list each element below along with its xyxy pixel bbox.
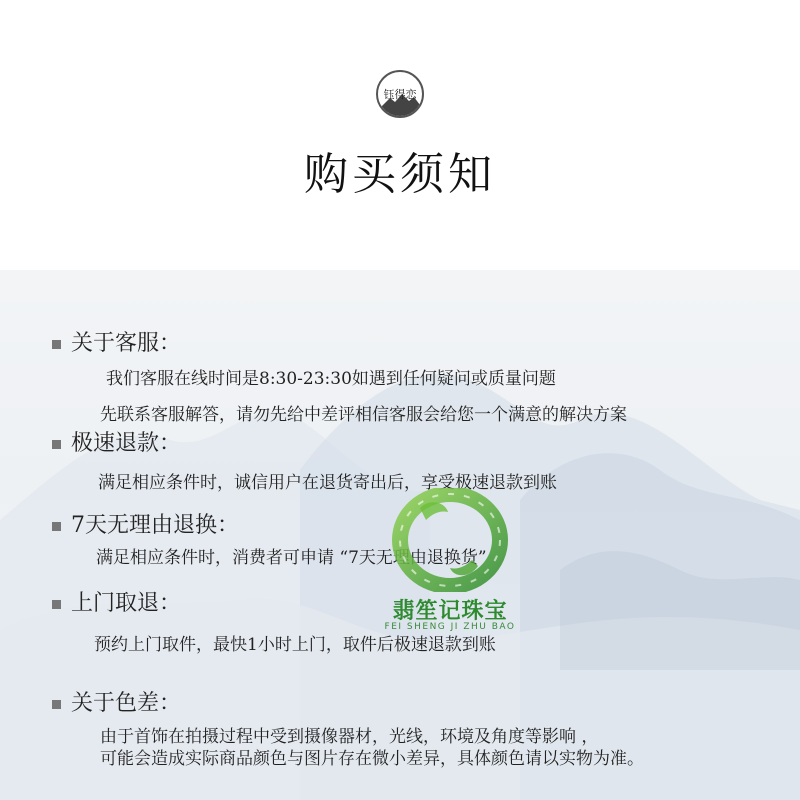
- section-heading-pickup: 上门取退：: [52, 586, 181, 617]
- watermark-brand-pinyin: FEI SHENG JI ZHU BAO: [384, 622, 516, 632]
- watermark-brand-name: 翡笙记珠宝: [392, 599, 508, 624]
- section-text: 可能会造成实际商品颜色与图片存在微小差异，具体颜色请以实物为准。: [100, 749, 644, 769]
- section-text: 我们客服在线时间是8:30-23:30如遇到任何疑问或质量问题: [106, 369, 556, 389]
- section-text: 预约上门取件，最快1小时上门，取件后极速退款到账: [94, 635, 496, 655]
- section-text: 由于首饰在拍摄过程中受到摄像器材，光线，环境及角度等影响 ，: [100, 727, 599, 747]
- section-heading-customer-service: 关于客服：: [52, 326, 181, 357]
- square-bullet-icon: [52, 600, 61, 609]
- section-text: 满足相应条件时，消费者可申请 “7天无理由退换货”: [96, 548, 487, 568]
- brand-seal-logo: [376, 70, 424, 118]
- square-bullet-icon: [52, 522, 61, 531]
- square-bullet-icon: [52, 700, 61, 709]
- brand-watermark-logo: [366, 488, 534, 638]
- seal-text: 钰得恋: [383, 88, 417, 101]
- section-heading-color-difference: 关于色差：: [52, 686, 181, 717]
- section-heading-7-day-return: 7天无理由退换：: [52, 508, 239, 539]
- square-bullet-icon: [52, 440, 61, 449]
- section-text: 先联系客服解答，请勿先给中差评相信客服会给您一个满意的解决方案: [100, 405, 627, 425]
- header-area: [0, 0, 800, 270]
- page-title: 购买须知: [304, 149, 496, 200]
- section-text: 满足相应条件时，诚信用户在退货寄出后，享受极速退款到账: [98, 473, 557, 493]
- jade-ring-icon: [390, 488, 510, 592]
- square-bullet-icon: [52, 340, 61, 349]
- section-heading-fast-refund: 极速退款：: [52, 426, 181, 457]
